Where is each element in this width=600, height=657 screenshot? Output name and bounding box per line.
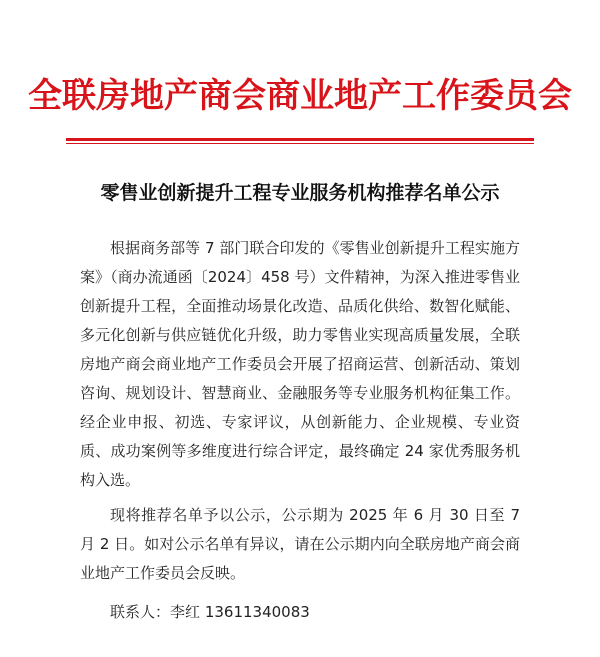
contact-label: 联系人：	[110, 603, 171, 621]
contact-name: 李红	[170, 603, 201, 621]
body-paragraph-1: 根据商务部等 7 部门联合印发的《零售业创新提升工程实施方案》（商办流通函〔2024〕458 号）文件精神，为深入推进零售业创新提升工程，全面推动场景化改造、品质化供给、数智化赋能、多元化创新与供应链优化升级，助力零售业实现高质量发展，全联房地产商会商业地产工作委员会开展了招商运营、创新活动、策划咨询、规划设计、智慧商业、金融服务等专业服务机构征集工作。经企业申报、初选、专家评议，从创新能力、企业规模、专业资质、成功案例等多维度进行综合评定，最终确定 24 家优秀服务机构入选。	[80, 239, 520, 489]
document-title: 零售业创新提升工程专业服务机构推荐名单公示	[100, 182, 500, 204]
letterhead-divider-thick	[66, 138, 534, 141]
body-paragraph-2: 现将推荐名单予以公示，公示期为 2025 年 6 月 30 日至 7 月 2 日。如对公示名单有异议，请在公示期内向全联房地产商会商业地产工作委员会反映。	[80, 506, 520, 582]
letterhead-divider-thin	[66, 143, 534, 144]
organization-letterhead-title: 全联房地产商会商业地产工作委员会	[28, 76, 572, 116]
contact-line	[110, 598, 310, 626]
contact-phone: 13611340083	[204, 603, 310, 621]
